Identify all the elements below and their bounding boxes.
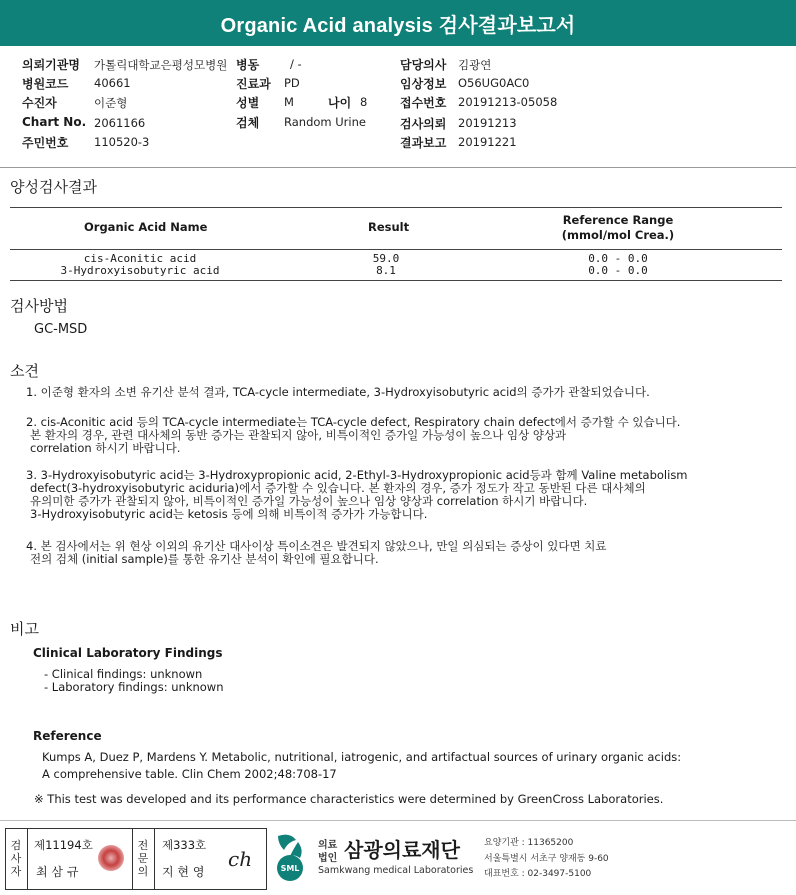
reference-heading: Reference <box>33 729 102 743</box>
examiner-char-2: 사 <box>10 852 22 865</box>
signature-box <box>5 828 267 890</box>
sml-logo-text: SML <box>280 864 300 873</box>
phone: 대표번호 : 02-3497-5100 <box>484 869 592 879</box>
examiner-char-3: 자 <box>10 865 22 878</box>
patient-label: 수진자 <box>22 96 57 110</box>
dept-label: 진료과 <box>236 77 271 91</box>
org-code: 요양기관 : 11365200 <box>484 838 574 848</box>
examiner-license: 제11194호 <box>34 838 93 852</box>
opinion-3-line-1: 3. 3-Hydroxyisobutyric acid는 3-Hydroxypropionic acid, 2-Ethyl-3-Hydroxypropionic acid등과 함께 Valine metabolism <box>26 468 688 482</box>
method-value: GC-MSD <box>34 322 88 337</box>
col-header-name: Organic Acid Name <box>84 220 208 234</box>
reference-line-2: A comprehensive table. Clin Chem 2002;48:708-17 <box>42 767 337 781</box>
clinical-info-label: 임상정보 <box>400 77 447 91</box>
opinion-para-1 <box>26 386 788 399</box>
specimen-label: 검체 <box>236 116 260 130</box>
opinion-heading: 소견 <box>10 362 39 380</box>
institution-label: 의뢰기관명 <box>22 58 80 72</box>
row-2-result: 8.1 <box>376 264 396 277</box>
divider <box>0 167 796 168</box>
examiner-name: 최 삼 규 <box>36 865 79 879</box>
corp-label-2: 법인 <box>318 853 338 864</box>
institution-value: 가톨릭대학교은평성모병원 <box>94 58 228 72</box>
report-date-label: 결과보고 <box>400 136 447 150</box>
laboratory-findings: - Laboratory findings: unknown <box>44 680 224 694</box>
examiner-vertical-label <box>9 839 23 878</box>
doctor-value: 김광연 <box>458 58 492 72</box>
row-1-name: cis-Aconitic acid <box>83 252 197 265</box>
positive-results-heading: 양성검사결과 <box>10 178 97 196</box>
specialist-label-cell <box>133 829 155 889</box>
sex-label: 성별 <box>236 96 260 110</box>
specialist-char-2: 문 <box>137 852 149 865</box>
doctor-label: 담당의사 <box>400 58 447 72</box>
opinion-para-4 <box>26 540 788 566</box>
age-label: 나이 <box>328 96 352 110</box>
specialist-char-3: 의 <box>137 865 149 878</box>
reference-line-1: Kumps A, Duez P, Mardens Y. Metabolic, nutritional, iatrogenic, and artifactual sources of urinary organic acids: <box>42 750 682 764</box>
receipt-value: 20191213-05058 <box>458 95 558 109</box>
resident-id-value: 110520-3 <box>94 135 150 149</box>
disclaimer: ※ This test was developed and its performance characteristics were determined by GreenCross Laboratories. <box>34 792 664 806</box>
specialist-license: 제333호 <box>162 838 207 852</box>
row-1-result: 59.0 <box>372 252 400 265</box>
col-header-result: Result <box>368 220 410 234</box>
sex-value: M <box>284 95 294 109</box>
opinion-4-line-1: 4. 본 검사에서는 위 현상 이외의 유기산 대사이상 특이소견은 발견되지 않았으나, 만일 의심되는 증상이 있다면 치료 <box>26 539 607 553</box>
specialist-vertical-label <box>136 839 150 878</box>
opinion-para-3 <box>26 469 788 521</box>
specimen-value: Random Urine <box>284 115 366 129</box>
specialist-signature: ch <box>228 847 253 871</box>
report-date-value: 20191221 <box>458 135 517 149</box>
remarks-heading: 비고 <box>10 620 39 638</box>
col-header-ref-2: (mmol/mol Crea.) <box>561 228 675 242</box>
opinion-2-line-3: correlation 하시기 바랍니다. <box>30 441 181 455</box>
report-title: Organic Acid analysis 검사결과보고서 <box>0 0 796 46</box>
opinion-4-line-2: 전의 검체 (initial sample)를 통한 유기산 분석이 확인에 필요합니다. <box>30 552 379 566</box>
patient-info-block <box>22 56 782 156</box>
chart-no-value: 2061166 <box>94 116 146 130</box>
opinion-para-2 <box>26 416 788 455</box>
dept-value: PD <box>284 76 300 90</box>
row-1-ref: 0.0 - 0.0 <box>588 252 648 265</box>
patient-value: 이준형 <box>94 96 128 110</box>
opinion-3-line-2: defect(3-hydroxyisobutyric aciduria)에서 증가할 수 있습니다. 본 환자의 경우, 증가 정도가 작고 동반된 다른 대사체의 <box>30 481 646 495</box>
request-value: 20191213 <box>458 116 517 130</box>
ward-label: 병동 <box>236 58 260 72</box>
col-header-ref-1: Reference Range <box>562 213 674 227</box>
opinion-2-line-2: 본 환자의 경우, 관련 대사체의 동반 증가는 관찰되지 않아, 비특이적인 증가일 가능성이 높으나 임상 양상과 <box>30 428 567 442</box>
specialist-char-1: 전 <box>137 839 149 852</box>
receipt-label: 접수번호 <box>400 96 447 110</box>
request-label: 검사의뢰 <box>400 117 447 131</box>
corp-label-1: 의료 <box>318 840 338 851</box>
footer-divider <box>0 820 796 821</box>
table-bottom-rule <box>10 280 782 281</box>
table-header-rule <box>10 249 782 250</box>
row-2-ref: 0.0 - 0.0 <box>588 264 648 277</box>
hospital-code-value: 40661 <box>94 76 131 90</box>
examiner-label-cell <box>6 829 28 889</box>
brand-name-en: Samkwang medical Laboratories <box>318 865 474 876</box>
sml-logo-icon <box>272 832 310 882</box>
opinion-3-line-4: 3-Hydroxyisobutyric acid는 ketosis 등에 의해 비특이적 증가가 가능합니다. <box>30 507 428 521</box>
specialist-name: 지 현 영 <box>162 865 205 879</box>
method-heading: 검사방법 <box>10 297 68 315</box>
brand-name: 삼광의료재단 <box>344 838 460 862</box>
age-value: 8 <box>360 95 368 109</box>
chart-no-label: Chart No. <box>22 115 87 129</box>
hospital-code-label: 병원코드 <box>22 77 69 91</box>
clinical-info-value: O56UG0AC0 <box>458 76 530 90</box>
address: 서울특별시 서초구 양재동 9-60 <box>484 854 609 864</box>
opinion-2-line-1: 2. cis-Aconitic acid 등의 TCA-cycle intermediate는 TCA-cycle defect, Respiratory chain defect에서 증가할 수 있습니다. <box>26 415 681 429</box>
clinical-lab-findings-heading: Clinical Laboratory Findings <box>33 646 223 660</box>
seal-stamp-icon <box>98 845 124 871</box>
row-2-name: 3-Hydroxyisobutyric acid <box>60 264 220 277</box>
ward-value: / - <box>290 57 302 71</box>
opinion-1-line-1: 1. 이준형 환자의 소변 유기산 분석 결과, TCA-cycle intermediate, 3-Hydroxyisobutyric acid의 증가가 관찰되었습니다. <box>26 385 650 399</box>
table-top-rule <box>10 207 782 208</box>
examiner-char-1: 검 <box>10 839 22 852</box>
clinical-findings: - Clinical findings: unknown <box>44 667 203 681</box>
opinion-3-line-3: 유의미한 증가가 관찰되지 않아, 비특이적인 증가일 가능성이 높으나 임상 양상과 correlation 하시기 바랍니다. <box>30 494 588 508</box>
resident-id-label: 주민번호 <box>22 136 69 150</box>
